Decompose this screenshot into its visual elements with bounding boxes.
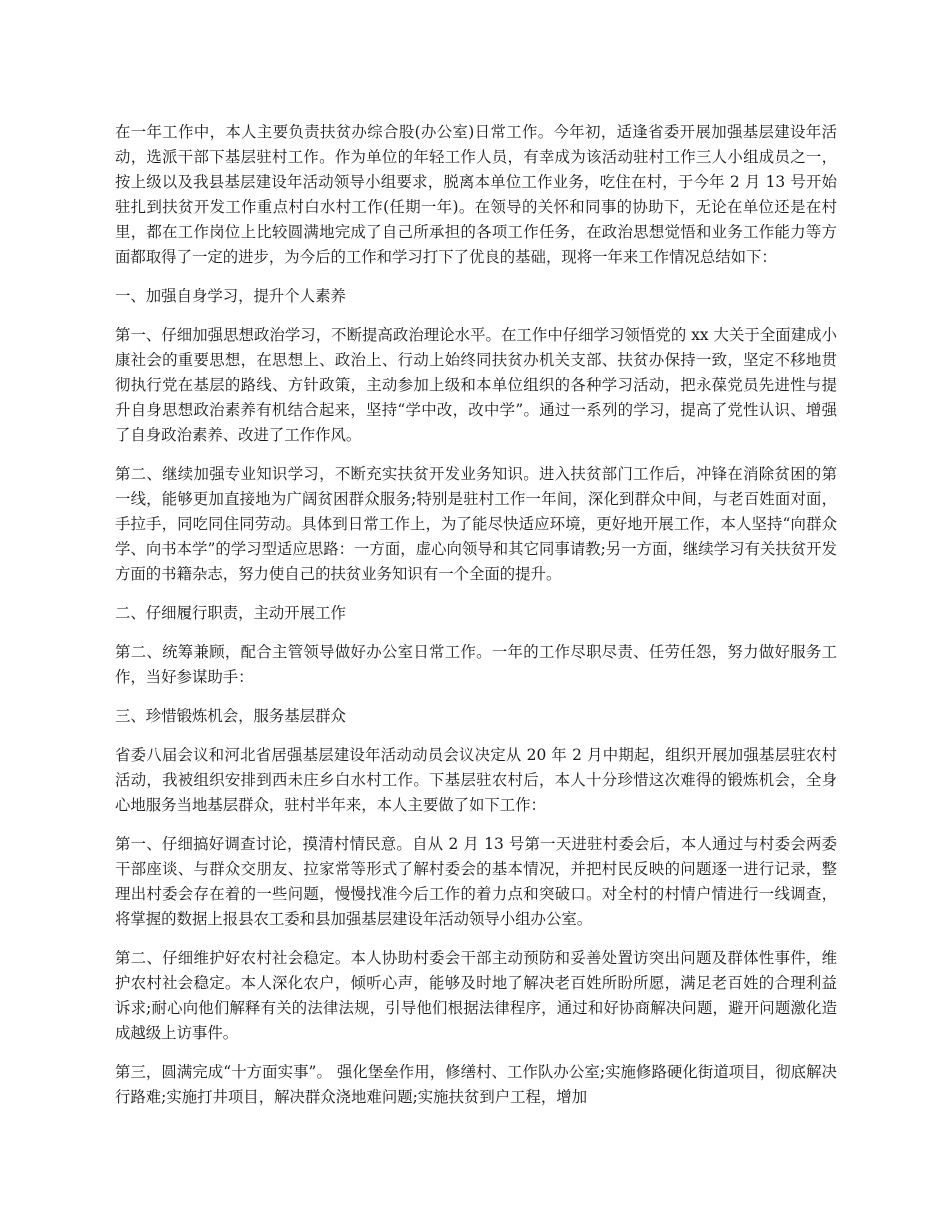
- section-heading-2: 二、仔细履行职责，主动开展工作: [115, 604, 346, 622]
- intro-paragraph: 在一年工作中，本人主要负责扶贫办综合股(办公室)日常工作。今年初，适逢省委开展加强基层建设年活动，选派干部下基层驻村工作。作为单位的年轻工作人员，有幸成为该活动驻村工作三人小组成员之一，按上级以及我县基层建设年活动领导小组要求，脱离本单位工作业务，吃住在村，于今年 2 月 13 号开始驻扎到扶贫开发工作重点村白水村工作(任期一年)。在领导的关怀和同事的协助下，无论在单位还是在村里，都在工作岗位上比较圆满地完成了自己所承担的各项工作任务，在政治思想觉悟和业务工作能力等方面都取得了一定的进步，为今后的工作和学习打下了优良的基础，现将一年来工作情况总结如下：: [115, 123, 837, 266]
- section-heading-1: 一、加强自身学习，提升个人素养: [115, 287, 346, 305]
- section-heading-3: 三、珍惜锻炼机会，服务基层群众: [115, 707, 346, 725]
- body-paragraph: 第三，圆满完成“十方面实事”。 强化堡垒作用，修缮村、工作队办公室;实施修路硬化街道项目，彻底解决行路难;实施打井项目，解决群众浇地难问题;实施扶贫到户工程，增加: [115, 1063, 837, 1106]
- document-page: [115, 120, 837, 1124]
- body-paragraph: 第二、仔细维护好农村社会稳定。本人协助村委会干部主动预防和妥善处置访突出问题及群体性事件，维护农村社会稳定。本人深化农户，倾听心声，能够及时地了解决老百姓所盼所愿，满足老百姓的合理利益诉求;耐心向他们解释有关的法律法规，引导他们根据法律程序，通过和好协商解决问题，避开问题激化造成越级上访事件。: [115, 949, 837, 1042]
- body-paragraph: 第一、仔细加强思想政治学习，不断提高政治理论水平。在工作中仔细学习领悟党的 xx 大关于全面建成小康社会的重要思想，在思想上、政治上、行动上始终同扶贫办机关支部、扶贫办保持一致，坚定不移地贯彻执行党在基层的路线、方针政策，主动参加上级和本单位组织的各种学习活动，把永葆党员先进性与提升自身思想政治素养有机结合起来，坚持“学中改，改中学”。通过一系列的学习，提高了党性认识、增强了自身政治素养、改进了工作作风。: [115, 326, 837, 444]
- body-paragraph: 第二、统筹兼顾，配合主管领导做好办公室日常工作。一年的工作尽职尽责、任劳任怨，努力做好服务工作，当好参谋助手：: [115, 643, 837, 686]
- body-paragraph: 第一、仔细搞好调查讨论，摸清村情民意。自从 2 月 13 号第一天进驻村委会后，本人通过与村委会两委干部座谈、与群众交朋友、拉家常等形式了解村委会的基本情况，并把村民反映的问题逐一进行记录，整理出村委会存在着的一些问题，慢慢找准今后工作的着力点和突破口。对全村的村情户情进行一线调查，将掌握的数据上报县农工委和县加强基层建设年活动领导小组办公室。: [115, 835, 837, 928]
- body-paragraph: 第二、继续加强专业知识学习，不断充实扶贫开发业务知识。进入扶贫部门工作后，冲锋在消除贫困的第一线，能够更加直接地为广阔贫困群众服务;特别是驻村工作一年间，深化到群众中间，与老百姓面对面，手拉手，同吃同住同劳动。具体到日常工作上，为了能尽快适应环境，更好地开展工作，本人坚持“向群众学、向书本学”的学习型适应思路：一方面，虚心向领导和其它同事请教;另一方面，继续学习有关扶贫开发方面的书籍杂志，努力使自己的扶贫业务知识有一个全面的提升。: [115, 465, 837, 583]
- body-paragraph: 省委八届会议和河北省居强基层建设年活动动员会议决定从 20 年 2 月中期起，组织开展加强基层驻农村活动，我被组织安排到西未庄乡白水村工作。下基层驻农村后，本人十分珍惜这次难得的锻炼机会，全身心地服务当地基层群众，驻村半年来，本人主要做了如下工作：: [115, 746, 837, 814]
